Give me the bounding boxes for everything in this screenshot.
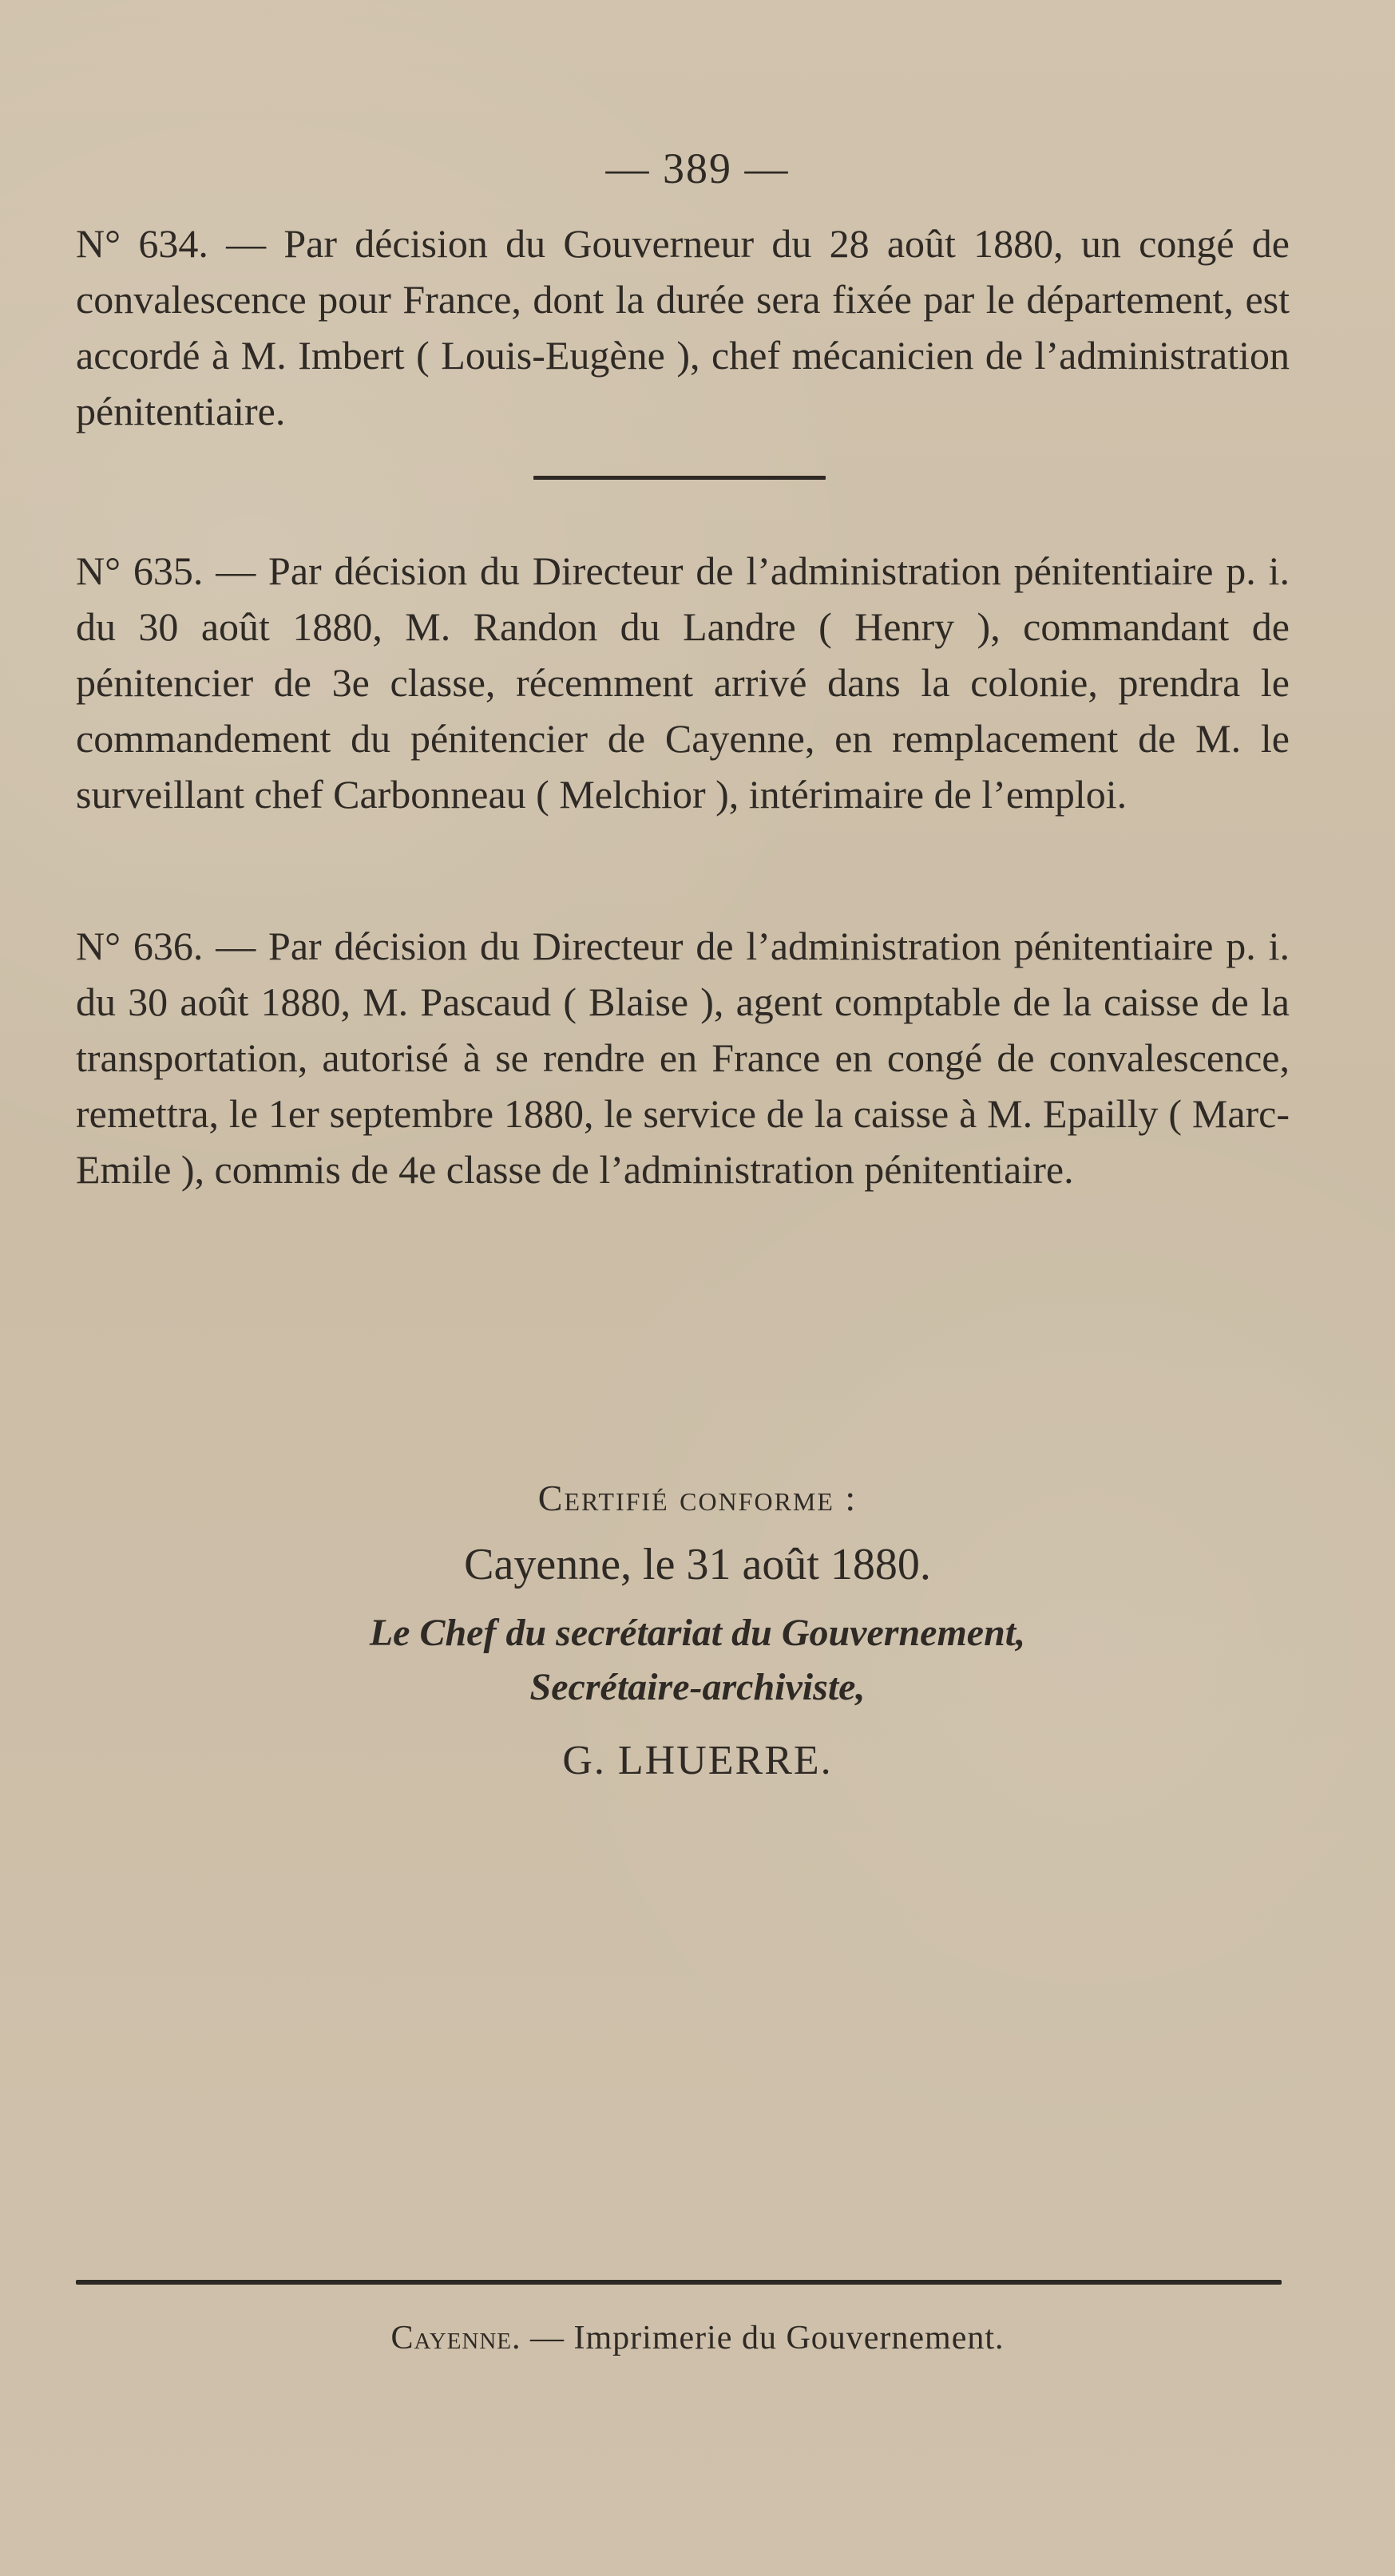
certification-title: Certifié conforme : <box>537 1478 858 1518</box>
certification-name: G. LHUERRE. <box>562 1738 833 1783</box>
page-number: — 389 — <box>605 144 790 192</box>
footer-printer: Imprimerie du Gouvernement. <box>573 2320 1005 2356</box>
certification-block <box>0 1469 1395 1794</box>
entry-635: N° 635. — Par décision du Directeur de l’administration pénitentiaire p. i. du 30 août 1880, M. Randon du Landre ( Henry ), commandant de pénitencier de 3e classe, récemment arrivé dans la colonie, prendra le commandement du pénitencier de Cayenne, en remplacement de M. le surveillant chef Carbonneau ( Melchior ), intérimaire de l’emploi. <box>76 548 1290 817</box>
section-divider <box>533 476 826 480</box>
footer-place: Cayenne. <box>390 2320 521 2356</box>
certification-role: Le Chef du secrétariat du Gouvernement, <box>369 1612 1026 1654</box>
entry-636: N° 636. — Par décision du Directeur de l’administration pénitentiaire p. i. du 30 août 1880, M. Pascaud ( Blaise ), agent comptable de la caisse de la transportation, autorisé à se rendre en France en congé de convalescence, remettra, le 1er septembre 1880, le service de la caisse à M. Epailly ( Marc-Emile ), commis de 4e classe de l’administration pénitentiaire. <box>76 924 1290 1192</box>
footer-text <box>0 2319 1395 2357</box>
footer-rule <box>76 2280 1282 2285</box>
entry-634: N° 634. — Par décision du Gouverneur du 28 août 1880, un congé de convalescence pour France, dont la durée sera fixée par le département, est accordé à M. Imbert ( Louis-Eugène ), chef mécanicien de l’administration pénitentiaire. <box>76 221 1290 433</box>
footer-separator: — <box>530 2320 565 2356</box>
certification-date: Cayenne, le 31 août 1880. <box>464 1540 931 1589</box>
certification-subrole: Secrétaire-archiviste, <box>529 1666 866 1708</box>
